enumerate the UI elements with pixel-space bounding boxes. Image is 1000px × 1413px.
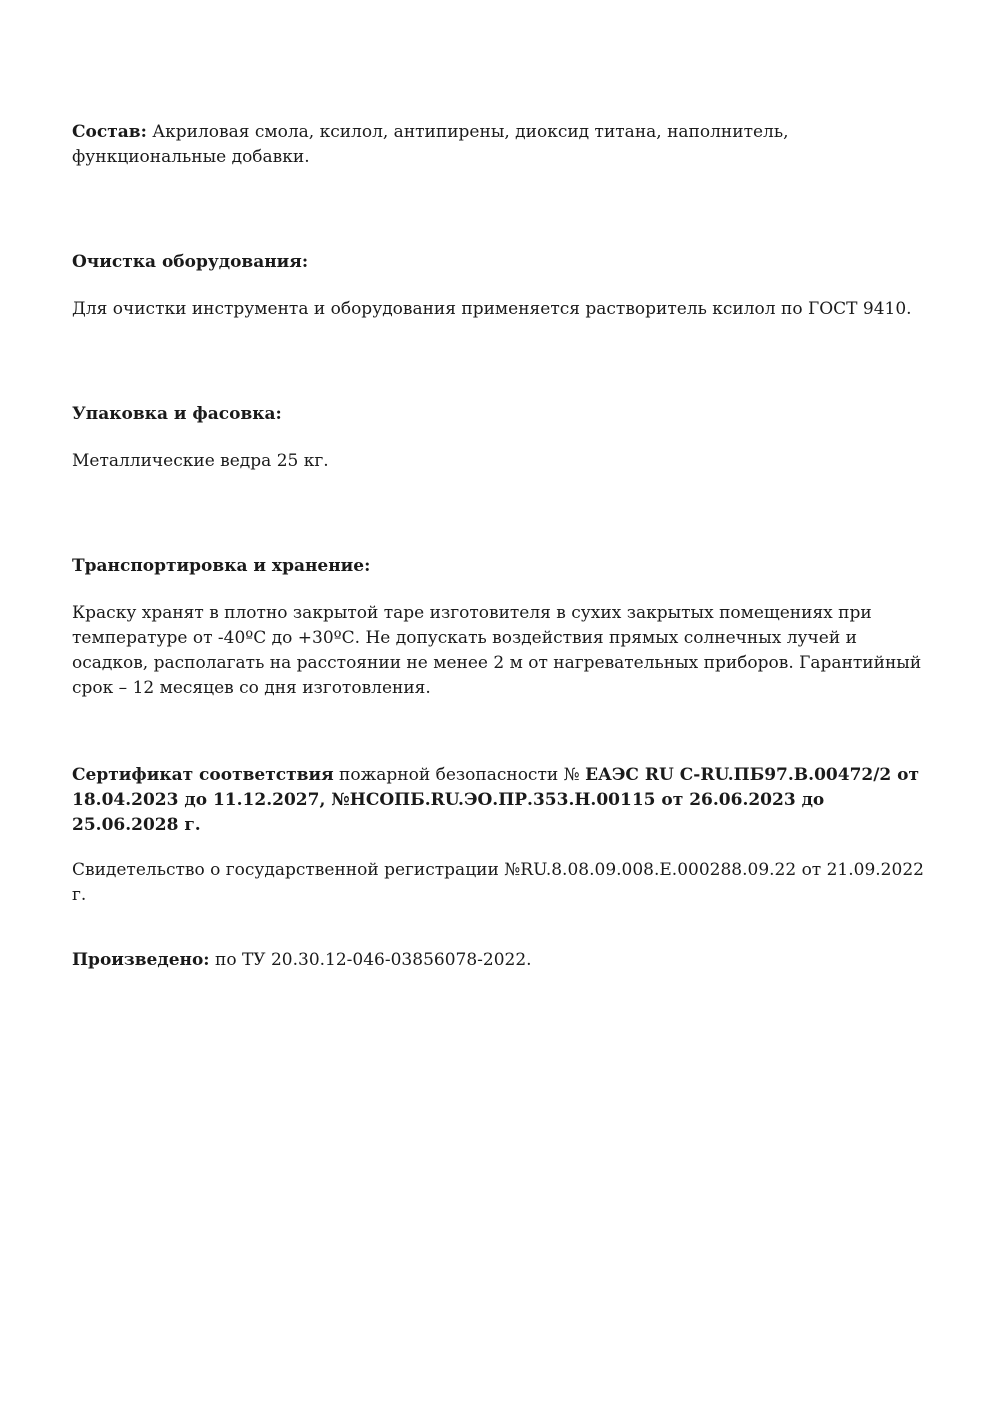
composition-label: Состав: <box>72 122 147 142</box>
certificate-label: Сертификат соответствия <box>72 765 334 785</box>
packaging-section <box>72 402 932 474</box>
document-page <box>72 120 932 973</box>
produced-paragraph <box>72 948 932 973</box>
packaging-text: Металлические ведра 25 кг. <box>72 451 329 471</box>
storage-heading: Транспортировка и хранение: <box>72 556 371 576</box>
packaging-heading: Упаковка и фасовка: <box>72 404 282 424</box>
cleaning-text: Для очистки инструмента и оборудования применяется растворитель ксилол по ГОСТ 9410. <box>72 299 912 319</box>
certificate-paragraph <box>72 763 932 838</box>
produced-text: по ТУ 20.30.12-046-03856078-2022. <box>209 950 532 970</box>
cleaning-section <box>72 250 932 322</box>
storage-section <box>72 554 932 701</box>
composition-paragraph <box>72 120 932 170</box>
certificate-numbers: ЕАЭС RU C-RU.ПБ97.В.00472/2 от 18.04.2023 до 11.12.2027, №НСОПБ.RU.ЭО.ПР.353.Н.00115 от 26.06.2023 до 25.06.2028 г. <box>72 765 920 835</box>
registration-paragraph: Свидетельство о государственной регистрации №RU.8.08.09.008.Е.000288.09.22 от 21.09.2022 г. <box>72 860 924 905</box>
cleaning-heading: Очистка оборудования: <box>72 252 309 272</box>
produced-label: Произведено: <box>72 950 210 970</box>
storage-text: Краску хранят в плотно закрытой таре изготовителя в сухих закрытых помещениях при температуре от -40ºС до +30ºС. Не допускать воздействия прямых солнечных лучей и осадков, располагать на расстоянии не менее 2 м от нагревательных приборов. Гарантийный срок – 12 месяцев со дня изготовления. <box>72 603 922 698</box>
composition-text: Акриловая смола, ксилол, антипирены, диоксид титана, наполнитель, функциональные добавки. <box>72 122 789 167</box>
certificate-middle: пожарной безопасности № <box>333 765 586 785</box>
